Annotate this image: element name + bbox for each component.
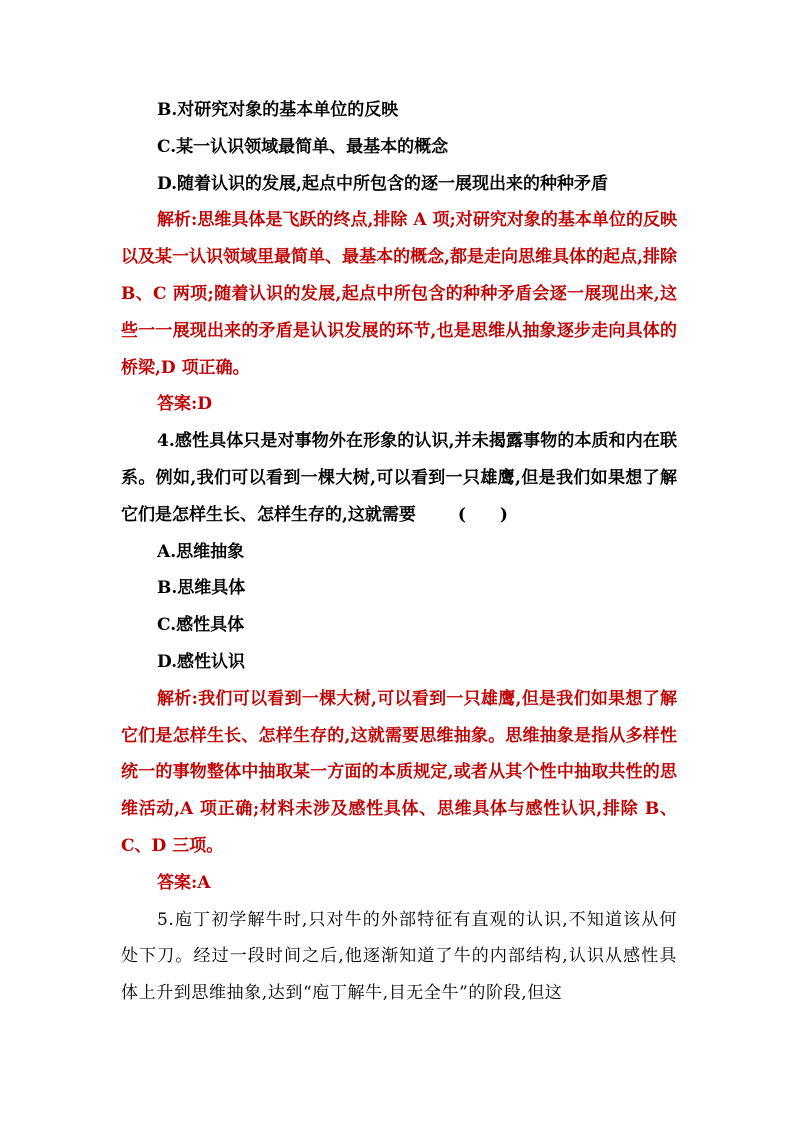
q3-analysis-text: 思维具体是飞跃的终点,排除 A 项;对研究对象的基本单位的反映以及某一认识领域里最简单、最基本的概念,都是走向思维具体的起点,排除 B、C 两项;随着认识的发展,起点中所包含的种种矛盾会逐一展现出来,这些一一展现出来的矛盾是认识发展的环节,也是思维从抽象逐步走向具体的桥梁,D 项正确。 [121,210,677,378]
q4-stem-text: 4.感性具体只是对事物外在形象的认识,并未揭露事物的本质和内在联系。例如,我们可以看到一棵大树,可以看到一只雄鹰,但是我们如果想了解它们是怎样生长、怎样生存的,这就需要 [121,431,677,525]
q3-answer [121,386,677,423]
q3-analysis-label: 解析: [157,210,198,231]
q3-option-c: C.某一认识领域最简单、最基本的概念 [157,136,449,157]
q3-option-b: B.对研究对象的基本单位的反映 [157,100,399,120]
q4-option-b: B.思维具体 [157,578,246,599]
q5-stem: 5.庖丁初学解牛时,只对牛的外部特征有直观的认识,不知道该从何处下刀。经过一段时间之后,他逐渐知道了牛的内部结构,认识从感性具体上升到思维抽象,达到“庖丁解牛,目无全牛”的阶段,但这 [121,909,677,1004]
q4-answer [121,865,677,902]
q3-answer-label: 答案: [157,394,198,415]
q4-option-c: C.感性具体 [157,615,245,636]
q4-answer-label: 答案: [157,872,198,893]
q4-answer-value: A [197,872,211,893]
q4-stem [121,423,677,533]
q4-analysis-text: 我们可以看到一棵大树,可以看到一只雄鹰,但是我们如果想了解它们是怎样生长、怎样生存的,这就需要思维抽象。思维抽象是指从多样性统一的事物整体中抽取某一方面的本质规定,或者从其个性中抽取共性的思维活动,A 项正确;材料未涉及感性具体、思维具体与感性认识,排除 B、C、D 三项。 [121,688,677,856]
q3-option-d: D.随着认识的发展,起点中所包含的逐一展现出来的种种矛盾 [157,173,608,194]
q3-answer-value: D [197,394,213,415]
q4-analysis [121,681,677,865]
document-content [121,92,677,1012]
q4-analysis-label: 解析: [157,688,198,709]
q4-option-a: A.思维抽象 [157,541,245,562]
q4-answer-blank: ( ) [457,504,508,525]
q3-analysis [121,202,677,386]
q4-option-d: D.感性认识 [157,651,246,672]
